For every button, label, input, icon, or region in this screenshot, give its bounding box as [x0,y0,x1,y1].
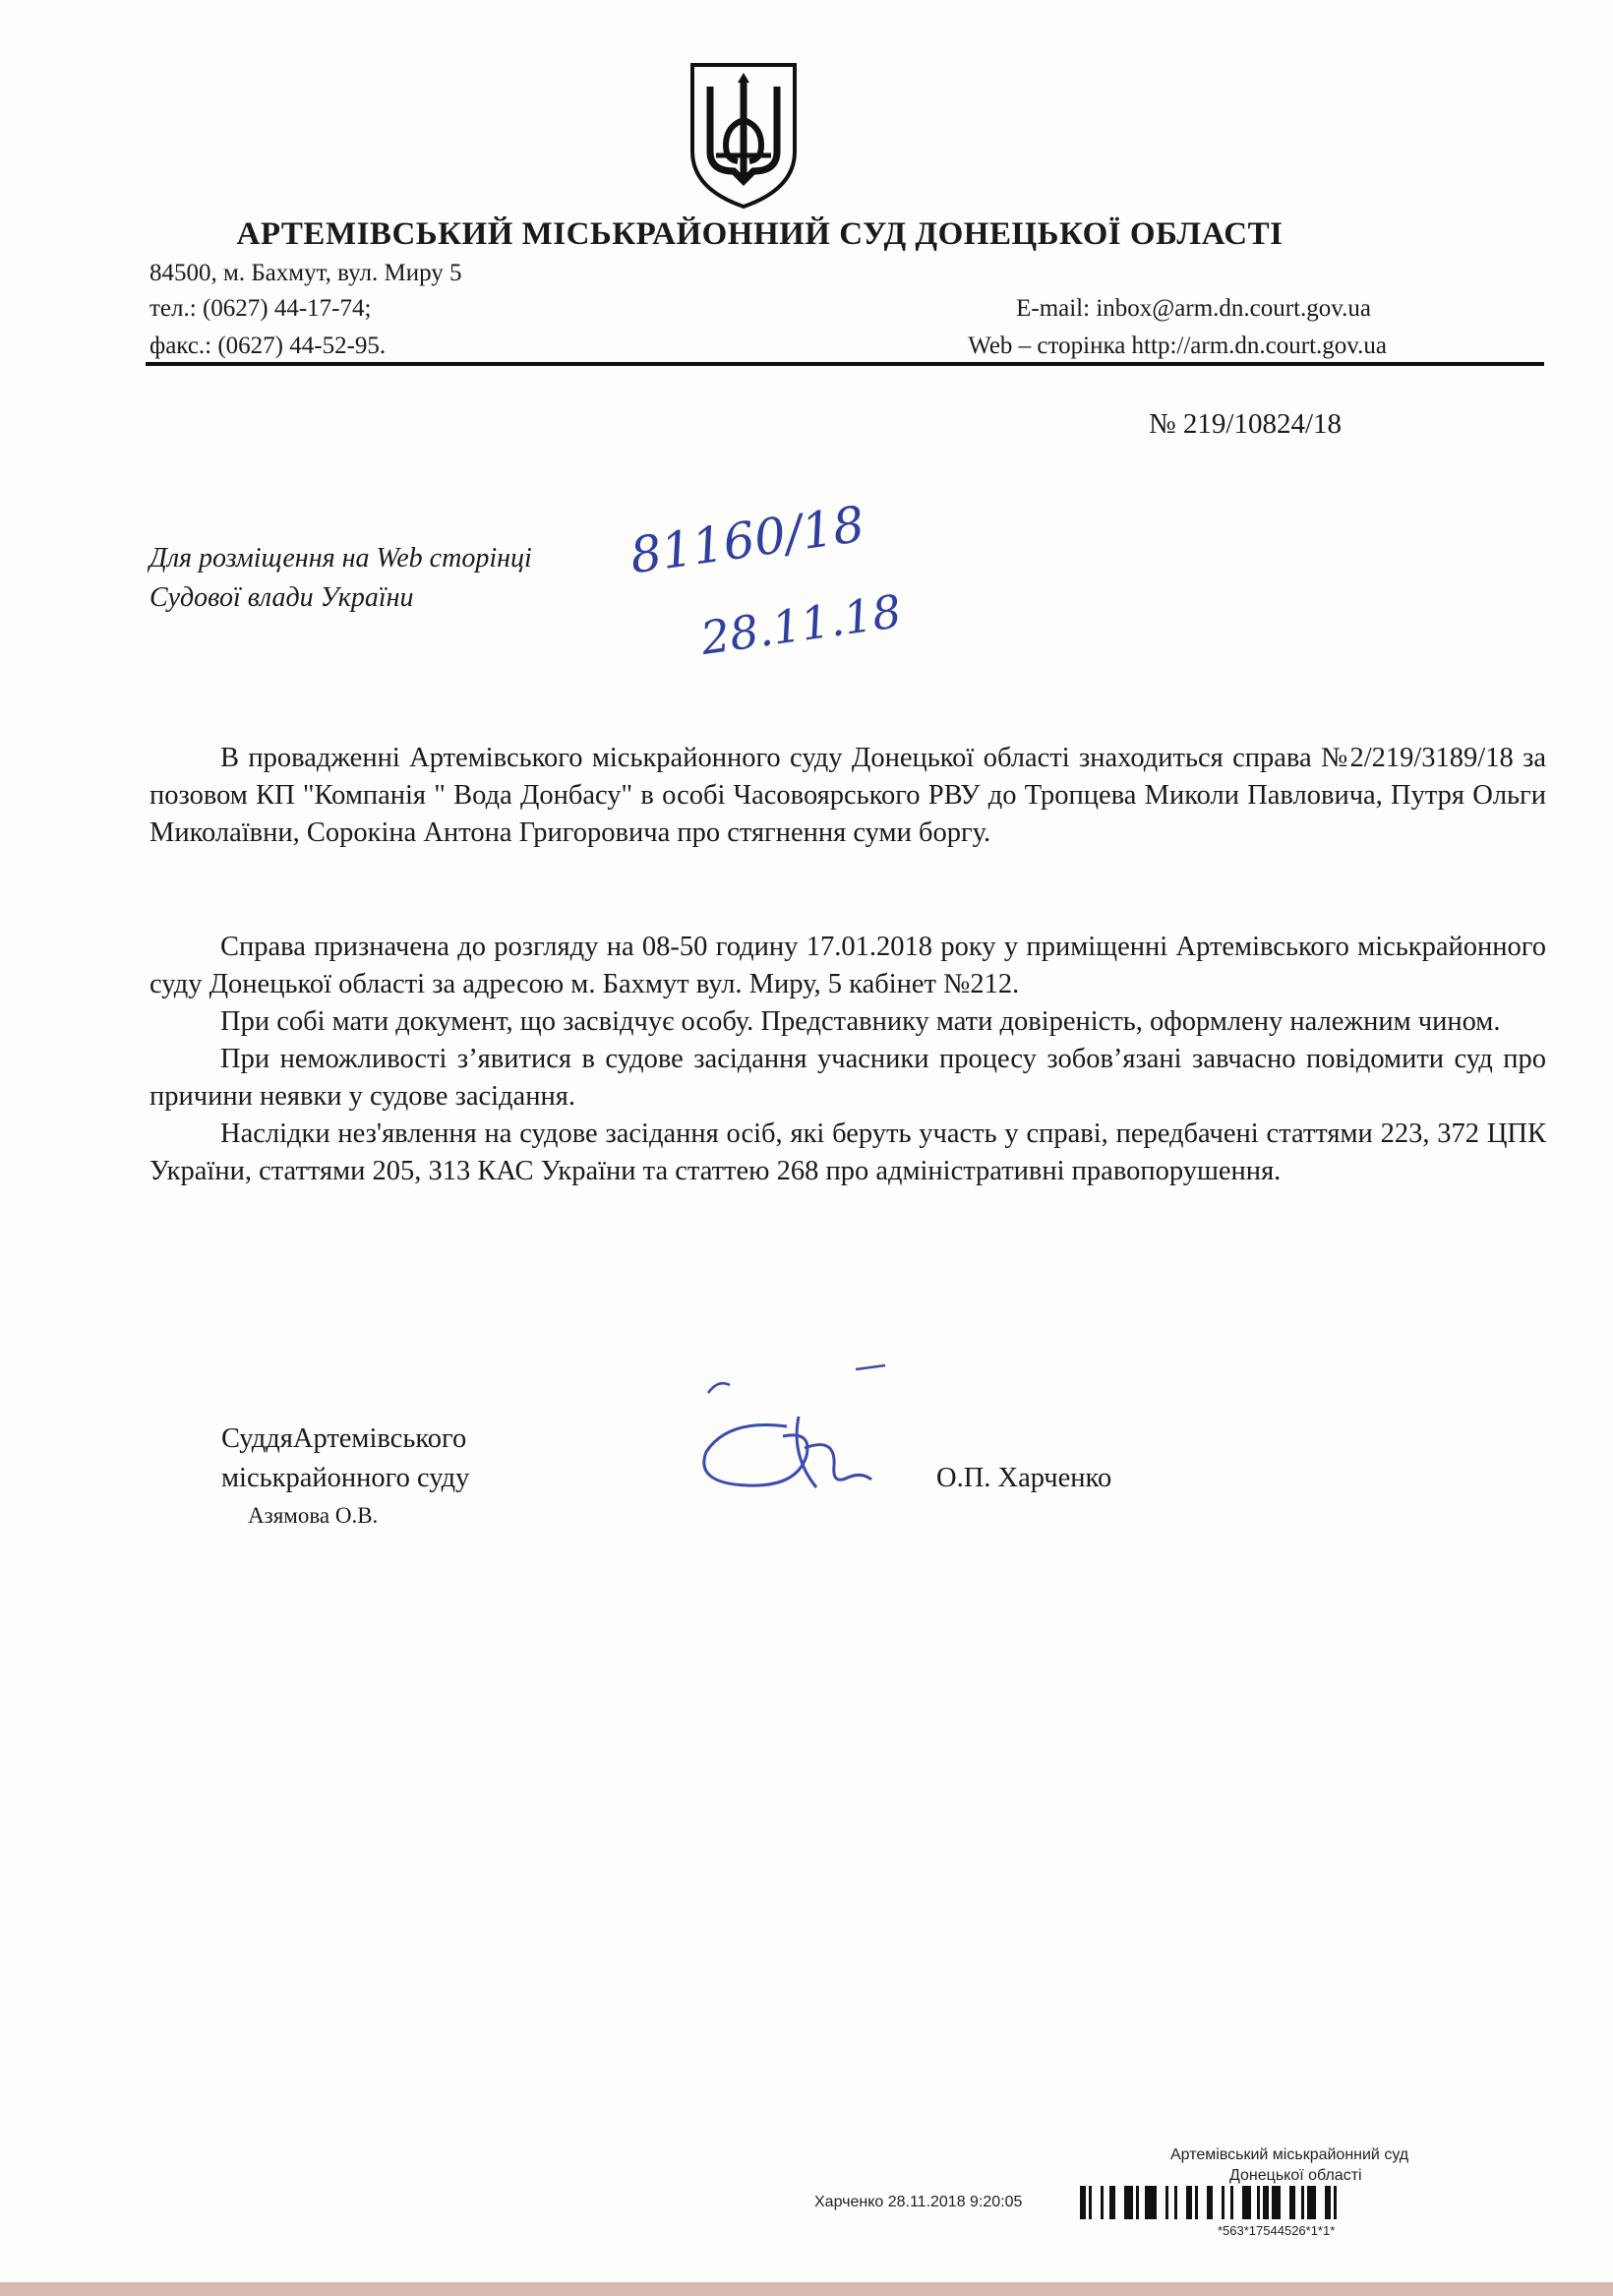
placement-note-line1: Для розміщення на Web сторінці [149,543,532,574]
barcode-bar [1174,2186,1177,2219]
header-divider [146,362,1544,366]
barcode-bar [1124,2186,1133,2219]
barcode-bar [1195,2186,1198,2219]
handwritten-signature [688,1358,905,1505]
paragraph-case-description: В провадженні Артемівського міськрайонного суду Донецької області знаходиться справа №2/219/3189/18 за позовом КП "Компанія " Вода Донбасу" в особі Часовоярського РВУ до Тропцева Миколи Павловича, Путря Ольги Миколаївни, Сорокіна Антона Григоровича про стягнення суми боргу. [149,743,1546,848]
barcode-bar [1230,2186,1233,2219]
barcode-bar [1263,2186,1269,2219]
court-email: E-mail: inbox@arm.dn.court.gov.ua [1016,295,1371,322]
registration-number: № 219/10824/18 [1149,408,1343,440]
handwritten-incoming-number: 81160/18 [627,495,868,585]
court-name-heading: АРТЕМІВСЬКИЙ МІСЬКРАЙОННИЙ СУД ДОНЕЦЬКОЇ ОБЛАСТІ [236,216,1284,252]
clerk-name: Азямова О.В. [248,1503,379,1528]
barcode-bar [1207,2186,1213,2219]
scan-bottom-edge [0,2282,1613,2296]
handwritten-date: 28.11.18 [697,584,905,665]
coat-of-arms-emblem [687,61,801,211]
barcode-bar [1136,2186,1139,2219]
barcode-bar [1301,2186,1304,2219]
paragraph-absence-notice: При неможливості з’явитися в судове засідання учасники процесу зобов’язані завчасно повідомити суд про причини неявки у судове засідання. [149,1044,1546,1112]
barcode-bar [1307,2186,1316,2219]
barcode-bar [1334,2186,1337,2219]
body-details [149,929,1546,1190]
barcode-bar [1080,2186,1086,2219]
paragraph-consequences: Наслідки нез'явлення на судове засідання осіб, які беруть участь у справі, передбачені статтями 223, 372 ЦПК України, статтями 205, 313 КАС України та статтею 268 про адміністративні правопорушення. [149,1118,1546,1186]
barcode-bar [1089,2186,1092,2219]
stamp-author-timestamp: Харченко 28.11.2018 9:20:05 [814,2194,1023,2210]
judge-title-line2: міськрайонного суду [221,1463,470,1493]
barcode-bar [1109,2186,1115,2219]
barcode-bar [1272,2186,1281,2219]
court-website: Web – сторінка http://arm.dn.court.gov.ua [968,332,1387,359]
court-fax: факс.: (0627) 44-52-95. [149,332,387,359]
barcode-bar [1186,2186,1192,2219]
barcode-bar [1257,2186,1260,2219]
body-intro [149,740,1546,852]
paragraph-identity-document: При собі мати документ, що засвідчує особу. Представнику мати довіреність, оформлену належним чином. [220,1006,1501,1037]
stamp-court-line1: Артемівський міськрайонний суд [1170,2146,1409,2163]
court-address: 84500, м. Бахмут, вул. Миру 5 [149,260,462,286]
barcode-bar [1242,2186,1251,2219]
barcode-bar [1222,2186,1225,2219]
placement-note-line2: Судової влади України [149,582,414,613]
barcode-bar [1289,2186,1295,2219]
court-phone: тел.: (0627) 44-17-74; [149,295,372,322]
paragraph-hearing-schedule: Справа призначена до розгляду на 08-50 годину 17.01.2018 року у приміщенні Артемівського міськрайонного суду Донецької області за адресою м. Бахмут вул. Миру, 5 кабінет №212. [149,932,1546,999]
barcode-bar [1101,2186,1104,2219]
barcode-caption: *563*17544526*1*1* [1218,2223,1336,2238]
barcode-bar [1145,2186,1157,2219]
judge-title-line1: СуддяАртемівського [221,1423,467,1454]
document-barcode [1076,2186,1548,2225]
barcode-bar [1325,2186,1331,2219]
stamp-court-line2: Донецької області [1229,2167,1362,2184]
judge-name: О.П. Харченко [936,1463,1112,1493]
barcode-bar [1165,2186,1168,2219]
